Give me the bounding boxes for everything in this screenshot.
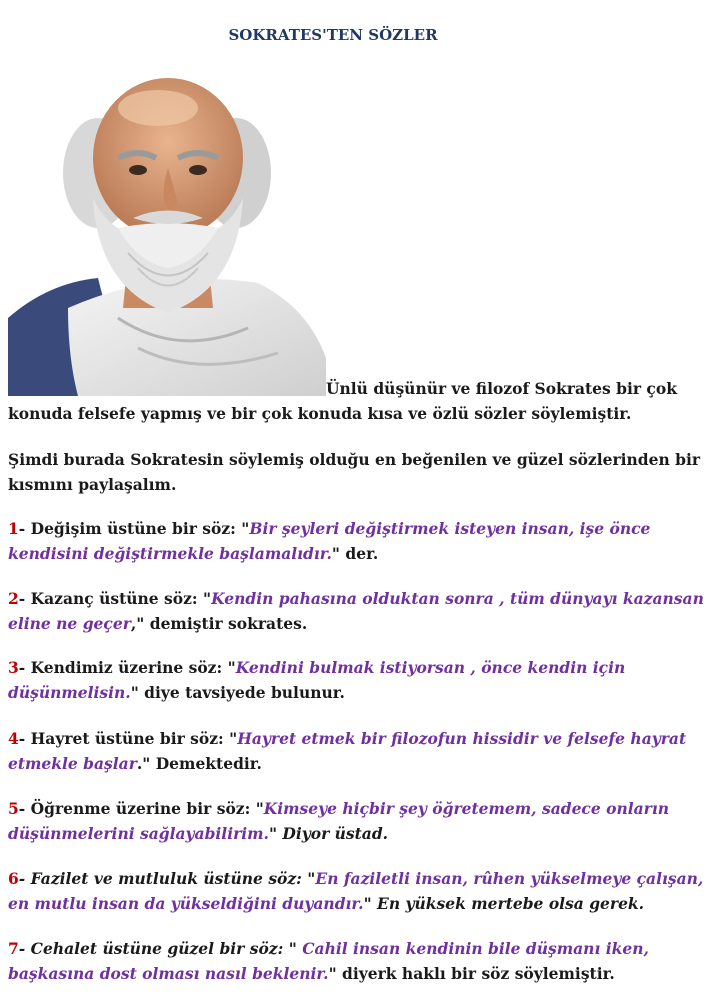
- quote-label: - Fazilet ve mutluluk üstüne söz: ": [18, 869, 316, 888]
- quote-suffix: " Diyor üstad.: [268, 824, 389, 843]
- quote-text: Kendini bulmak istiyorsan , önce kendin için düşünmelisin.: [8, 658, 626, 702]
- quote-suffix: " der.: [331, 544, 379, 563]
- quote-number: 2: [8, 589, 19, 608]
- socrates-portrait-icon: [8, 68, 326, 396]
- quote-suffix: " diye tavsiyede bulunur.: [130, 683, 345, 702]
- quote-suffix: " En yüksek mertebe olsa gerek.: [363, 894, 645, 913]
- quote-text: En faziletli insan, rûhen yükselmeye çalışan, en mutlu insan da yükseldiğini duyandır.: [8, 869, 704, 913]
- quote-text: Kendin pahasına olduktan sonra , tüm dünyayı kazansan eline ne geçer: [8, 589, 704, 633]
- quote-item: [8, 586, 708, 636]
- quote-label: - Hayret üstüne bir söz: ": [18, 729, 238, 748]
- intro-paragraph: Şimdi burada Sokratesin söylemiş olduğu en beğenilen ve güzel sözlerinden bir kısmını paylaşalım.: [8, 450, 701, 494]
- quote-item: [8, 866, 708, 916]
- quote-label: - Değişim üstüne bir söz: ": [18, 519, 250, 538]
- quote-suffix: " diyerk haklı bir söz söylemiştir.: [328, 964, 615, 983]
- quote-number: 4: [8, 729, 19, 748]
- quote-label: - Kazanç üstüne söz: ": [18, 589, 212, 608]
- quote-item: [8, 655, 708, 705]
- quote-label: - Kendimiz üzerine söz: ": [18, 658, 236, 677]
- quote-number: 1: [8, 519, 19, 538]
- quote-item: [8, 516, 708, 566]
- quote-label: - Öğrenme üzerine bir söz: ": [18, 799, 264, 818]
- quote-text: Bir şeyleri değiştirmek isteyen insan, işe önce kendisini değiştirmekle başlamalıdır.: [8, 519, 651, 563]
- quote-number: 3: [8, 658, 19, 677]
- quote-suffix: ," demiştir sokrates.: [130, 614, 308, 633]
- quote-item: [8, 936, 708, 986]
- quote-suffix: ." Demektedir.: [136, 754, 262, 773]
- quote-number: 6: [8, 869, 19, 888]
- quote-item: [8, 726, 708, 776]
- quote-label: - Cehalet üstüne güzel bir söz: ": [18, 939, 303, 958]
- page-title: SOKRATES'TEN SÖZLER: [228, 26, 438, 44]
- quote-text: Cahil insan kendinin bile düşmanı iken, başkasına dost olması nasıl beklenir.: [8, 939, 649, 983]
- intro-first-line: Ünlü düşünür ve filozof Sokrates bir çok: [326, 379, 677, 398]
- quote-item: [8, 796, 708, 846]
- quote-number: 5: [8, 799, 19, 818]
- quote-number: 7: [8, 939, 19, 958]
- quote-text: Hayret etmek bir filozofun hissidir ve felsefe hayrat etmekle başlar: [8, 729, 687, 773]
- intro-second-line: konuda felsefe yapmış ve bir çok konuda kısa ve özlü sözler söylemiştir.: [8, 404, 632, 423]
- quote-text: Kimseye hiçbir şey öğretemem, sadece onların düşünmelerini sağlayabilirim.: [8, 799, 669, 843]
